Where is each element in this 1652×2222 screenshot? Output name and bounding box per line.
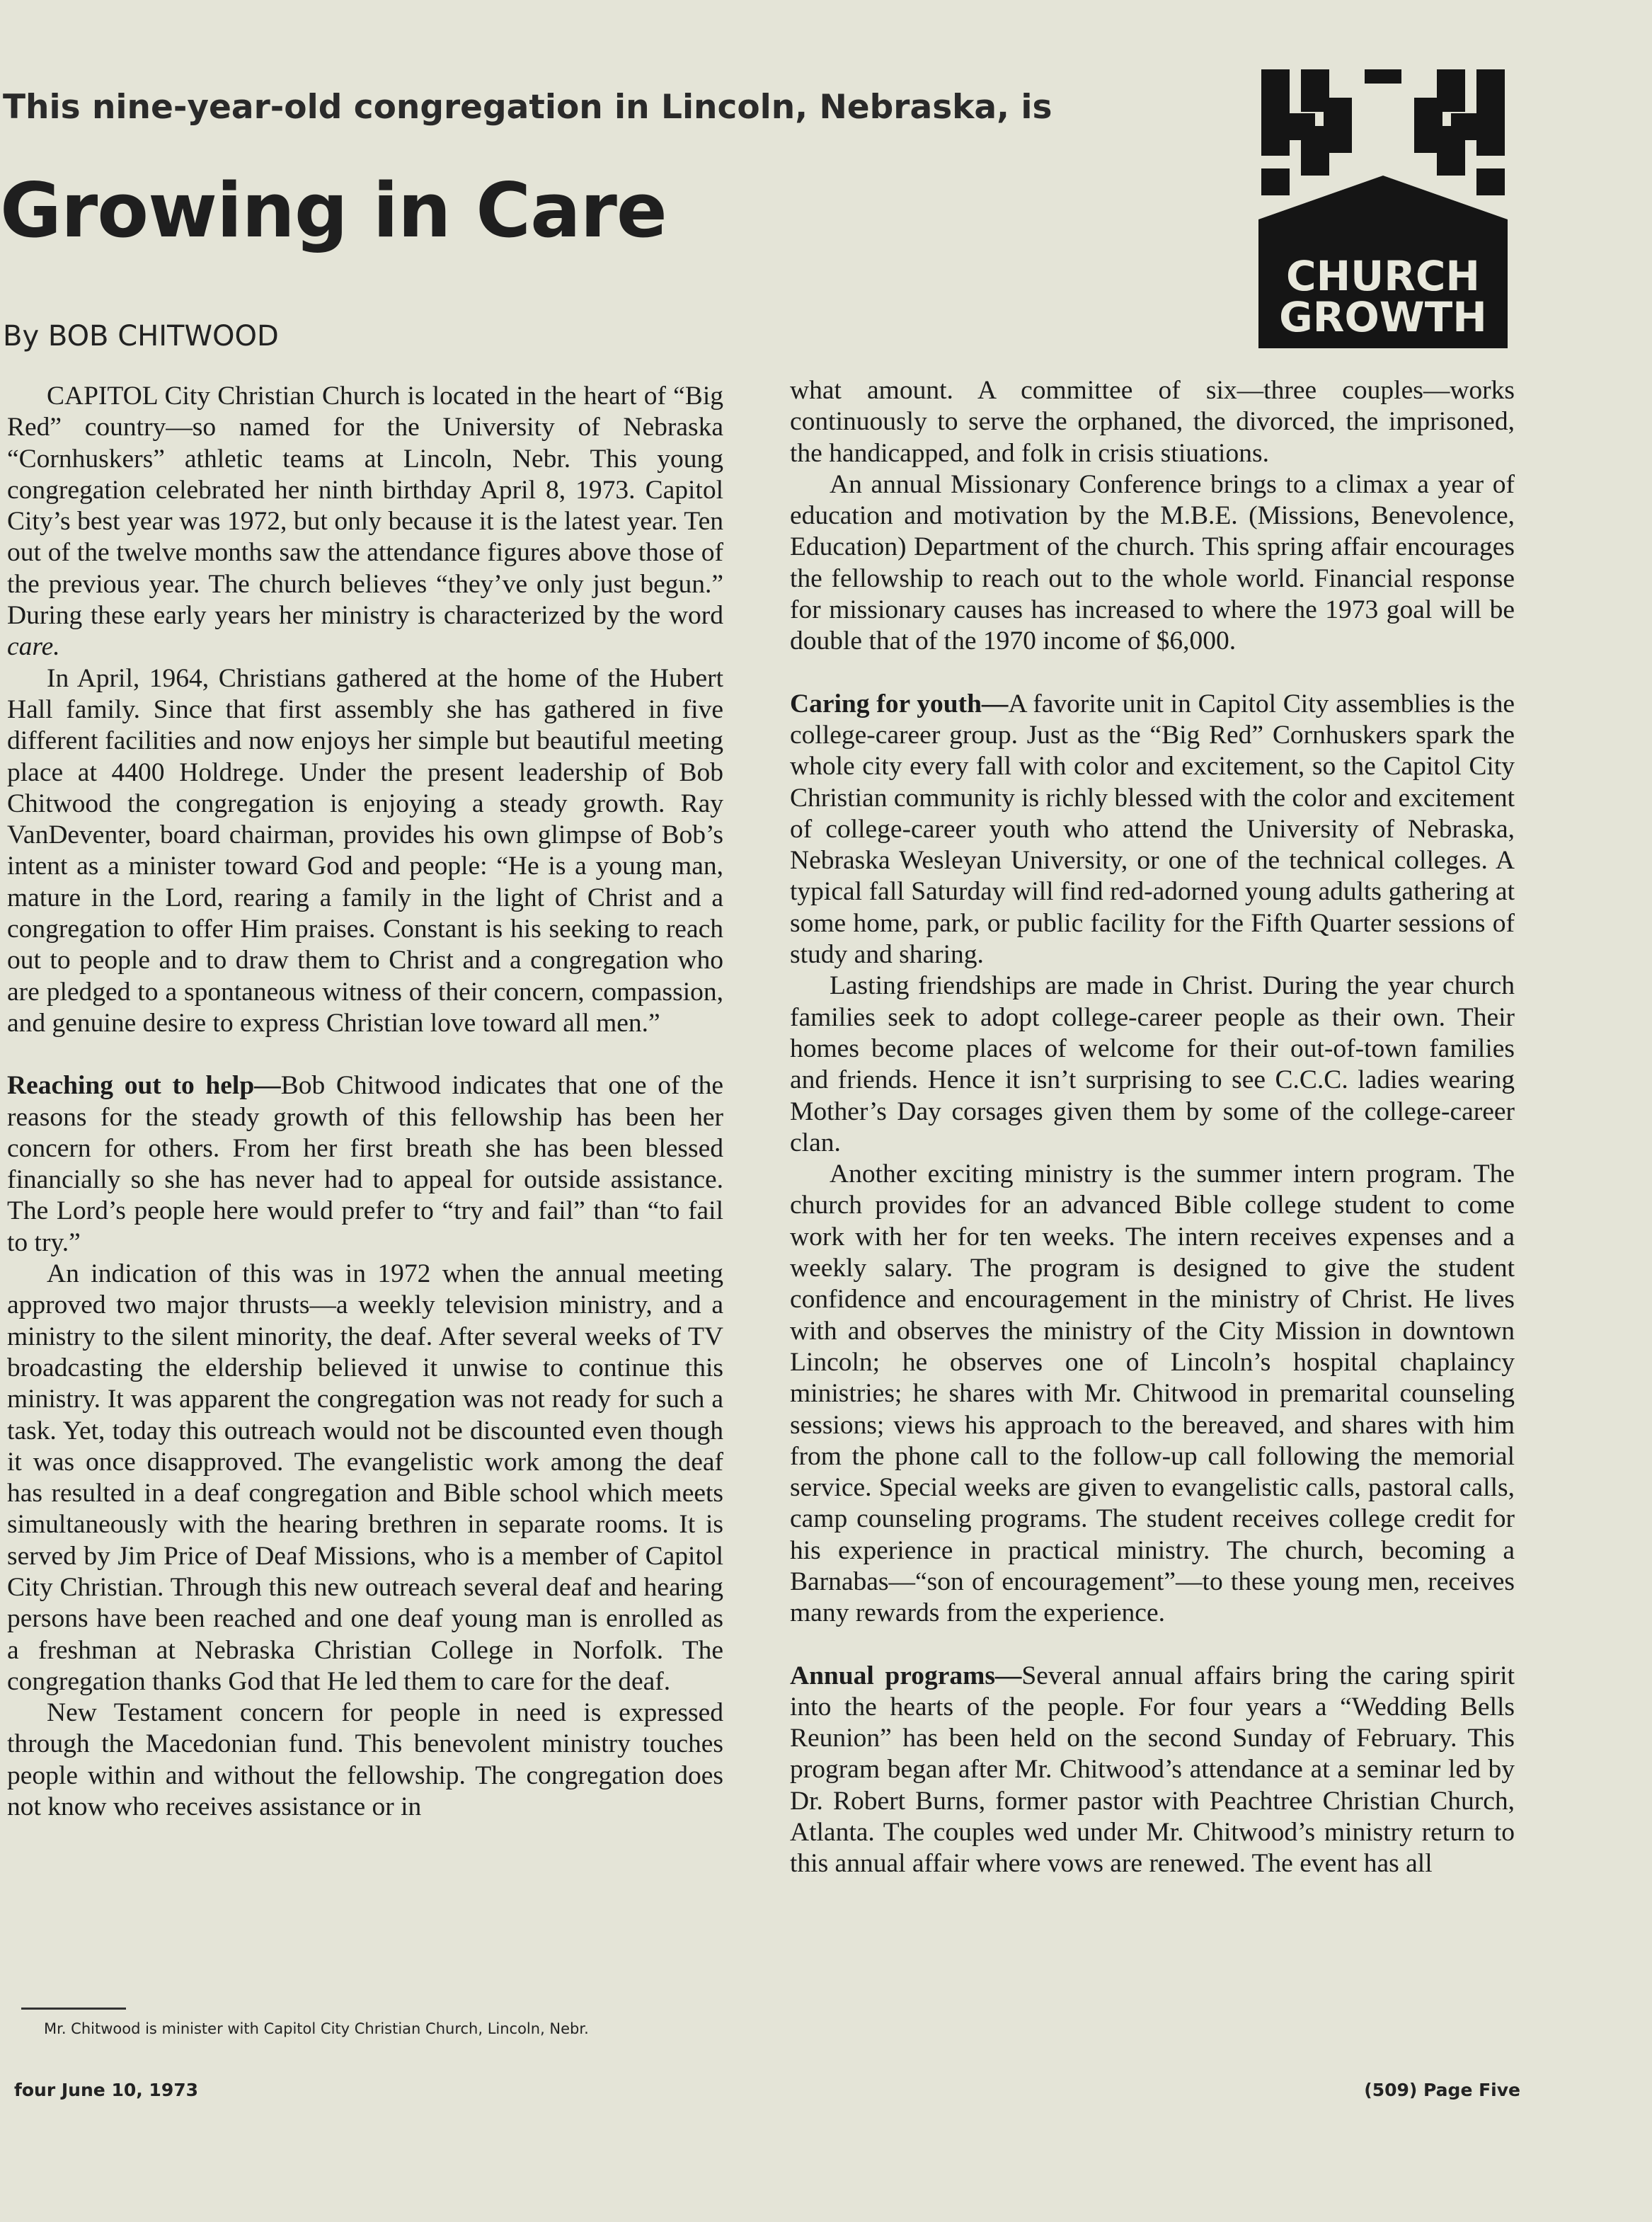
paragraph: what amount. A committee of six—three couples—works continuously to serve the orphaned, the divorced, the imprisoned, the handicapped, and folk in crisis stiuations. [790, 376, 1515, 468]
left-column [7, 381, 723, 1823]
paragraph [790, 689, 1515, 971]
paragraph: Lasting friendships are made in Christ. During the year church families seek to adopt college-career people as their own. Their homes become places of welcome for their out-of-town families and friends. Hence it isn’t surprising to see C.C.C. ladies wearing Mother’s Day corsages given them by some of the college-career clan. [790, 971, 1515, 1157]
article-byline: By BOB CHITWOOD [3, 320, 279, 353]
footnote: Mr. Chitwood is minister with Capitol City Christian Church, Lincoln, Nebr. [44, 2020, 589, 2037]
subheading-caring-for-youth: Caring for youth— [790, 689, 1009, 718]
paragraph-text: Several annual affairs bring the caring spirit into the hearts of the people. For four years a “Wedding Bells Reunion” has been held on the second Sunday of February. This program began after Mr. Chitwood’s attendance at a seminar led by Dr. Robert Burns, former pastor with Peachtree Christian Church, Atlanta. The couples wed under Mr. Chitwood’s ministry return to this annual affair where vows are renewed. The event has all [790, 1661, 1515, 1879]
emphasis-word: care. [7, 632, 60, 662]
right-column [790, 375, 1515, 1880]
subheading-annual-programs: Annual programs— [790, 1661, 1022, 1690]
church-growth-logo [1258, 69, 1508, 348]
paragraph: Another exciting ministry is the summer intern program. The church provides for an advanced Bible college student to come work with her for ten weeks. The intern receives expenses and a weekly salary. The program is designed to give the student confidence and encouragement in the ministry of Christ. He lives with and observes the ministry of the City Mission in downtown Lincoln; he observes one of Lincoln’s hospital chaplaincy ministries; he shares with Mr. Chitwood in premarital counseling sessions; views his approach to the bereaved, and shares with him from the phone call to the follow-up call following the memorial service. Special weeks are given to evangelistic calls, pastoral calls, camp counseling programs. The student receives college credit for his experience in practical ministry. The church, becoming a Barnabas—“son of encouragement”—to these young men, receives many rewards from the experience. [790, 1159, 1515, 1628]
footnote-rule [21, 2008, 126, 2010]
paragraph-text: A favorite unit in Capitol City assemblies is the college-career group. Just as the “Big Red” Cornhuskers spark the whole city every fall with color and excitement, so the Capitol City Christian community is richly blessed with the color and excitement of college-career youth who attend the University of Nebraska, Nebraska Wesleyan University, or one of the technical colleges. A typical fall Saturday will find red-adorned young adults gathering at some home, park, or public facility for the Fifth Quarter sessions of study and sharing. [790, 689, 1515, 970]
paragraph-text: Bob Chitwood indicates that one of the reasons for the steady growth of this fellowship has been her concern for others. From her first breath she has been blessed financially so she has never had to appeal for outside assistance. The Lord’s people here would prefer to “try and fail” than “to fail to try.” [7, 1071, 723, 1257]
logo-text-line1: CHURCH [1286, 252, 1480, 300]
paragraph: New Testament concern for people in need is expressed through the Macedonian fund. This benevolent ministry touches people within and without the fellowship. The congregation does not know who receives assistance or in [7, 1698, 723, 1822]
folio-left: four June 10, 1973 [14, 2080, 199, 2100]
subheading-reaching-out: Reaching out to help— [7, 1071, 281, 1101]
article-title: Growing in Care [0, 167, 667, 254]
folio-right: (509) Page Five [1364, 2080, 1520, 2100]
paragraph [7, 1070, 723, 1259]
paragraph [790, 1661, 1515, 1880]
paragraph: An annual Missionary Conference brings to a climax a year of education and motivation by the M.B.E. (Missions, Benevolence, Education) Department of the church. This spring affair encourages the fellowship to reach out to the whole world. Financial response for missionary causes has increased to where the 1973 goal will be double that of the 1970 income of $6,000. [790, 469, 1515, 656]
article-kicker: This nine-year-old congregation in Lincoln, Nebraska, is [3, 88, 1052, 127]
paragraph: An indication of this was in 1972 when the annual meeting approved two major thrusts—a weekly television ministry, and a ministry to the silent minority, the deaf. After several weeks of TV broadcasting the eldership believed it unwise to continue this ministry. It was apparent the congregation was not ready for such a task. Yet, today this outreach would not be discounted even though it was once disapproved. The evangelistic work among the deaf has resulted in a deaf congregation and Bible school which meets simultaneously with the hearing brethren in separate rooms. It is served by Jim Price of Deaf Missions, who is a member of Capitol City Christian. Through this new outreach several deaf and hearing persons have been reached and one deaf young man is enrolled as a freshman at Nebraska Christian College in Norfolk. The congregation thanks God that He led them to care for the deaf. [7, 1259, 723, 1696]
paragraph [7, 381, 723, 663]
paragraph: In April, 1964, Christians gathered at the home of the Hubert Hall family. Since that first assembly she has gathered in five different facilities and now enjoys her simple but beautiful meeting place at 4400 Holdrege. Under the present leadership of Bob Chitwood the congregation is enjoying a steady growth. Ray VanDeventer, board chairman, provides his own glimpse of Bob’s intent as a minister toward God and people: “He is a young man, mature in the Lord, rearing a family in the light of Christ and a congregation to offer Him praises. Constant is his seeking to reach out to people and to draw them to Christ and a congregation who are pledged to a spontaneous witness of their concern, compassion, and genuine desire to express Christian love toward all men.” [7, 663, 723, 1038]
paragraph-text: CAPITOL City Christian Church is located in the heart of “Big Red” country—so named for the University of Nebraska “Cornhuskers” athletic teams at Lincoln, Nebr. This young congregation celebrated her ninth birthday April 8, 1973. Capitol City’s best year was 1972, but only because it is the latest year. Ten out of the twelve months saw the attendance figures above those of the previous year. The church believes “they’ve only just begun.” During these early years her ministry is characterized by the word [7, 382, 723, 631]
church-growth-logo-icon [1258, 69, 1508, 348]
logo-text-line2: GROWTH [1279, 293, 1487, 341]
